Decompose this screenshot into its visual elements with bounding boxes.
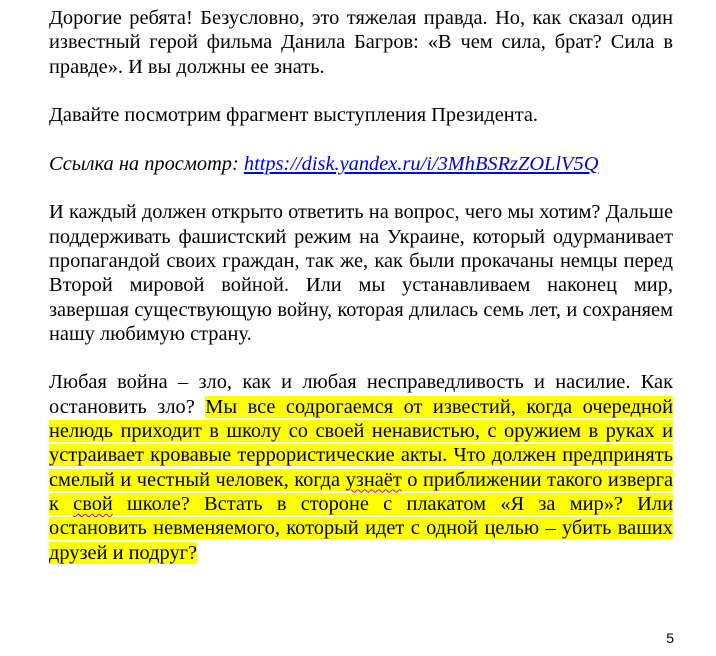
paragraph-gap: [49, 79, 673, 103]
highlighted-text-part-3: школе? Встать в стороне с плакатом «Я за мир»? Или остановить невменяемого, который идет с одной целью – убить ваших друзей и подруг?: [49, 492, 673, 564]
link-line: [49, 152, 673, 176]
yandex-disk-link[interactable]: https://disk.yandex.ru/i/3MhBSRzZOLlV5Q: [243, 152, 599, 175]
misspelled-word[interactable]: узнаёт: [345, 468, 402, 491]
paragraph-plain-text: Любая война – зло, как и любая несправедливость и насилие. Как остановить зло?: [49, 371, 673, 418]
paragraph-president: Давайте посмотрим фрагмент выступления Президента.: [49, 104, 539, 127]
highlighted-text: [49, 396, 673, 564]
highlighted-text-part-1: Мы все содрогаемся от известий, когда очередной нелюдь приходит в школу со своей ненавистью, с оружием в руках и устраивает кровавые террористические акты. Что должен предпринять смелый и честный человек, когда: [49, 395, 673, 491]
misspelled-word[interactable]: свой: [73, 492, 113, 515]
document-page: [49, 6, 673, 565]
paragraph-gap: [49, 176, 673, 200]
paragraph-intro: Дорогие ребята! Безусловно, это тяжелая правда. Но, как сказал один известный герой фильма Данила Багров: «В чем сила, брат? Сила в правде». И вы должны ее знать.: [49, 7, 673, 78]
paragraph-war-evil: [49, 370, 673, 564]
page-number: 5: [666, 630, 674, 646]
paragraph-gap: [49, 127, 673, 151]
link-label: Ссылка на просмотр:: [49, 152, 244, 175]
paragraph-question: И каждый должен открыто ответить на вопрос, чего мы хотим? Дальше поддерживать фашистский режим на Украине, который одурманивает пропагандой своих граждан, так же, как были прокачаны немцы перед Второй мировой войной. Или мы устанавливаем наконец мир, завершая существующую войну, которая длилась семь лет, и сохраняем нашу любимую страну.: [49, 201, 673, 345]
paragraph-gap: [49, 346, 673, 370]
highlighted-text-part-2: о приближении такого изверга к: [49, 468, 673, 515]
